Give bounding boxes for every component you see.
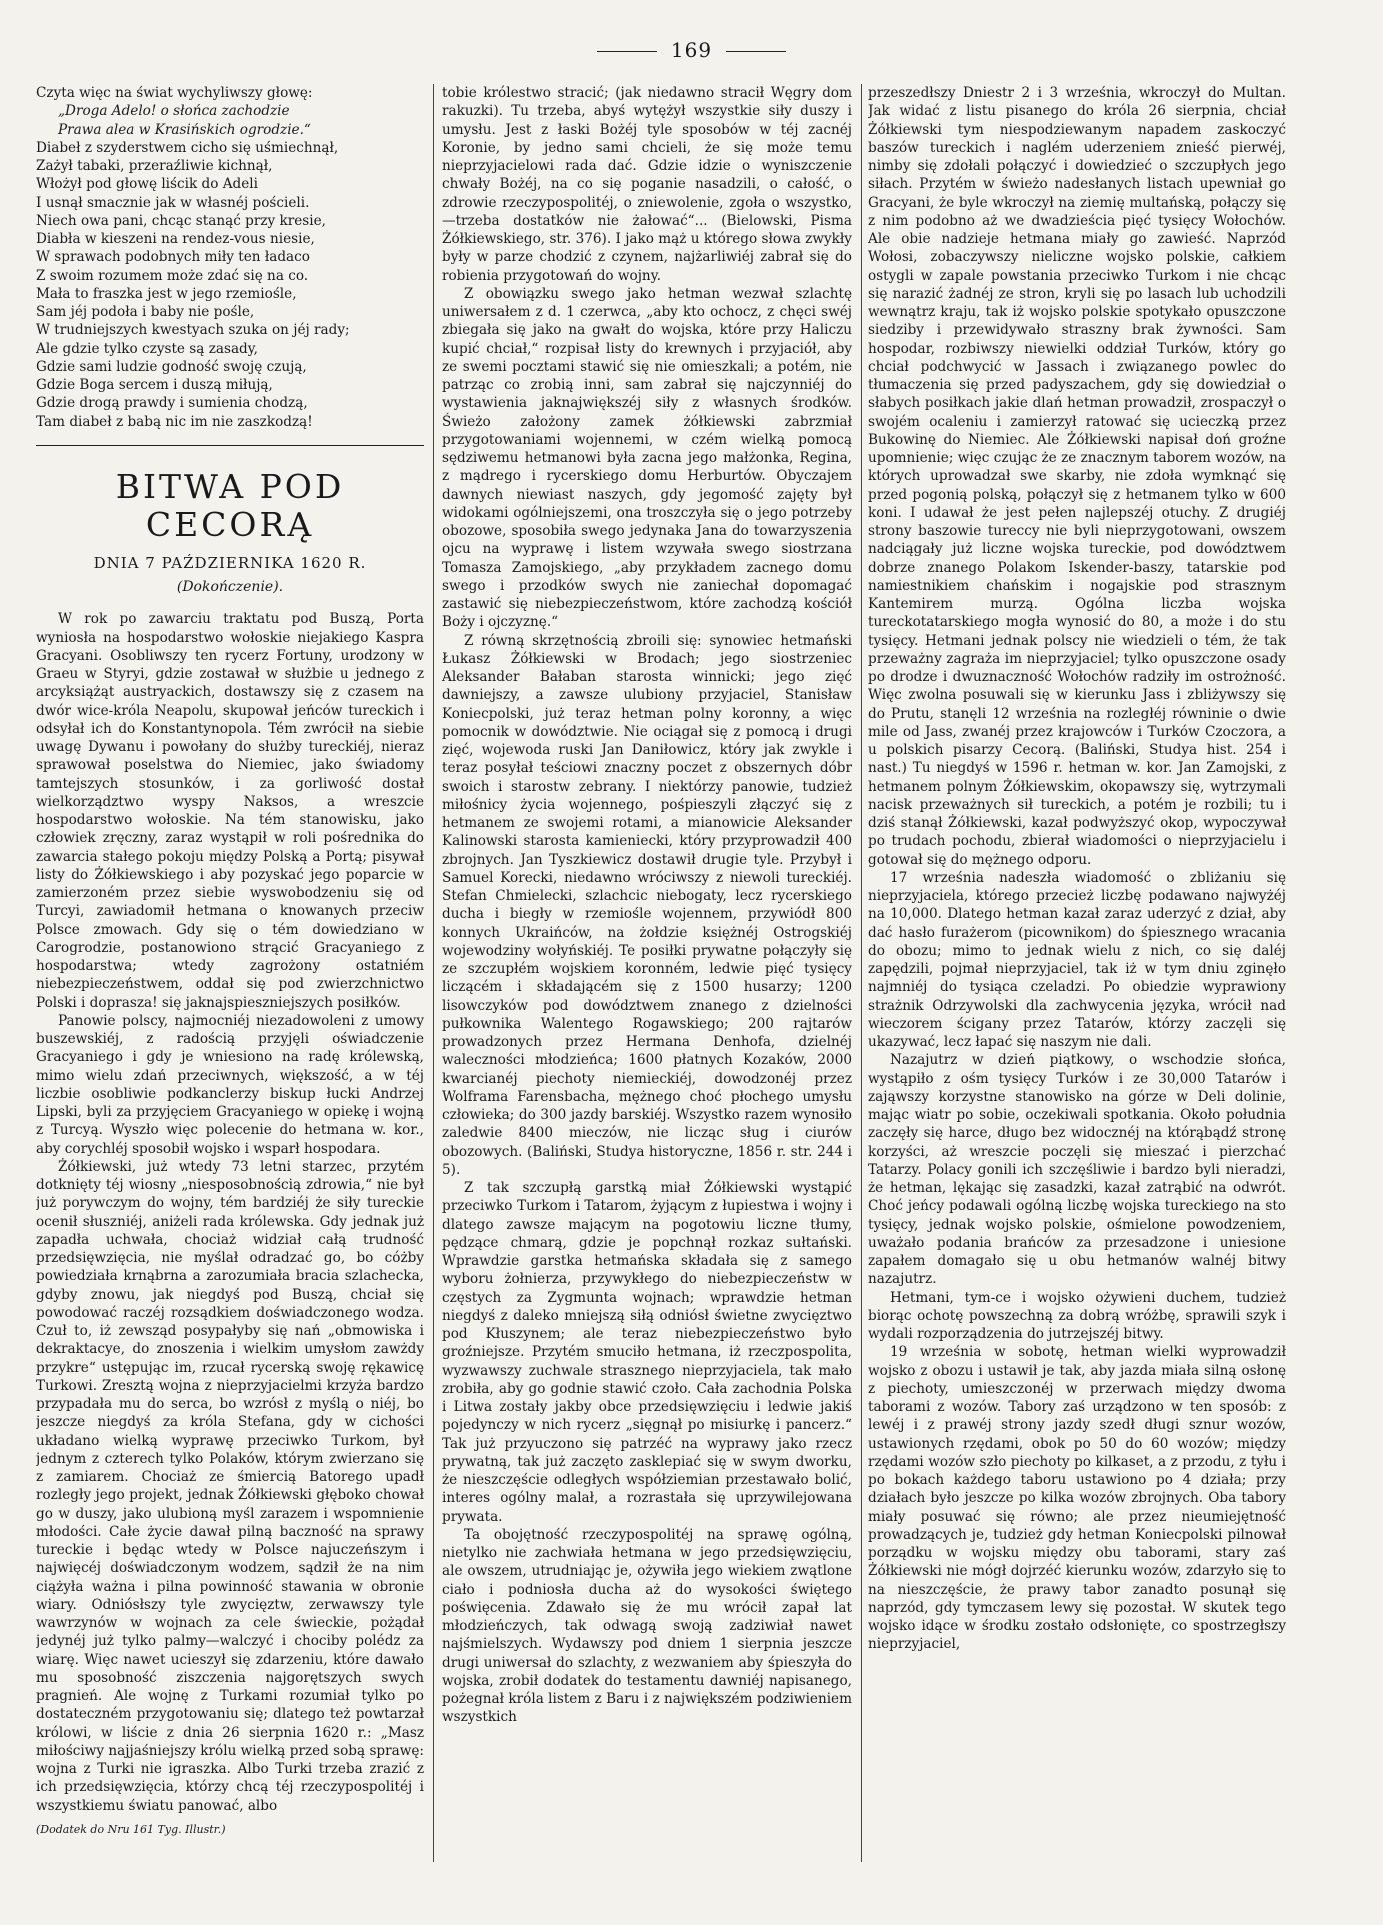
paragraph: przeszedłszy Dniestr 2 i 3 września, wkroczył do Multan. Jak widać z listu pisanego do króla 26 sierpnia, chciał Żółkiewski tym niespodziewanym napadem zaskoczyć baszów tureckich i naglém uderzeniem znieść pierwéj, nimby się zdołali połączyć i dowiedzieć o szczupłych jego siłach. Przytém w świeżo nadesłanych listach upewniał go Gracyani, że byle wkroczył na ziemię multańską, połączy się z nim podobno aż we dwadzieścia pięć tysięcy Wołochów. Ale obie nadzieje hetmana miały go zawieść. Naprzód Wołosi, zobaczywszy nieliczne wojsko polskie, całkiem ostygli w zapale powstania przeciwko Turkom i nie chcąc się narazić żadnéj ze stron, kryli się po lasach lub uchodzili wewnątrz kraju, tak iż wojsko polskie spotykało opuszczone siedziby i przewidywało straszny brak żywności. Sam hospodar, rozbiwszy niewielki oddział Turków, który go chciał podchwycić w Jassach i związanego powlec do tłumaczenia się przed padyszachem, gdy się dowiedział o słabych posiłkach jakie dlań hetman prowadził, zrospaczył o swojém ocaleniu i zamierzył ratować się ucieczką przez Bukowinę do Niemiec. Ale Żółkiewski napisał doń groźne upomnienie; więc czując że ze znacznym taborem wozów, na których uprowadzał swe skarby, nie zdoła wymknąć się przed pogonią polską, połączył się z hetmanem tylko w 600 koni. I udawał że jest pełen najlepszéj otuchy. Z drugiéj strony baszowie tureccy nie byli nieprzygotowani, owszem nadciągały już liczne wojska tureckie, pod dowództwem dobrze znanego Polakom Iskender-baszy, tatarskie pod namiestnikiem chańskim i nogajskie pod strasznym Kantemirem murzą. Ogólna liczba wojska tureckotatarskiego mogła wynosić do 80, a może i do stu tysięcy. Hetmani jednak polscy nie wiedzieli o tém, że tak przeważny zagraża im nieprzyjaciel; tylko opuszczone osady po drodze i dwuznaczność Wołochów radziły im ostrożność. Więc zwolna posuwali się w kierunku Jass i zbliżywszy się do Prutu, stanęli 12 września na rozległéj równinie o dwie mile od Jass, zwanéj przez krajowców i Turków Czoczora, a u polskich pisarzy Cecorą. (Baliński, Studya hist. 254 i nast.) Tu niegdyś w 1596 r. hetman w. kor. Jan Zamojski, z hetmanem polnym Żółkiewskim, okopawszy się, wytrzymali nacisk przeważnych sił tureckich, a potém je rozbili; tu i dziś stanął Żółkiewski, kazał podwyższyć okop, wypoczywał po trudach pochodu, zbierał wiadomości o nieprzyjacielu i gotował się do mężnego odporu. — [868, 85, 1286, 868]
paragraph: Z obowiązku swego jako hetman wezwał szlachtę uniwersałem z d. 1 czerwca, „aby kto ochocz, z chęci swéj zbiegała się jako na gwałt do wojska, które przy Haliczu kupić chciał,“ rozpisał listy do krewnych i przyjaciół, aby ze swemi pocztami stawić się nie omieszkali; a potém, nie patrząc co zrobią inni, sam zabrał się najczynniéj do wystawienia jaknajwiększéj siły z własnych środków. Świeżo założony zamek żółkiewski zabrzmiał przygotowaniami wojennemi, w czém wielką pomocą sędziwemu hetmanowi była zacna jego małżonka, Regina, z mądrego i rycerskiego domu Herburtów. Obyczajem dawnych niewiast naszych, gdy jegomość zajęty był widokami ogólniejszemi, ona troszczyła się o jego potrzeby obozowe, sposobiła swego jedynaka Jana do towarzyszenia ojcu na wyprawę i listem wzywała swego siostrzana Tomasza Zamojskiego, „aby przykładem zacnego domu swego i przodków swych nie zaniechał dopomagać zastawić się niebezpieczeństwom, które zachodzą kościół Boży i ojczyznę.“ — [442, 285, 852, 631]
poem-line: W sprawach podobnych miły ten ładaco — [36, 249, 310, 266]
header-rule-right — [726, 51, 786, 52]
article-subtitle: DNIA 7 PAŹDZIERNIKA 1620 R. — [93, 553, 367, 572]
poem-line: Z swoim rozumem może zdać się na co. — [36, 267, 309, 284]
column-3 — [868, 84, 1286, 1864]
poem-line: Diabła w kieszeni na rendez-vous niesie, — [36, 231, 315, 247]
poem-line: Włożył pod głowę liścik do Adeli — [36, 176, 258, 193]
paragraph: Ta obojętność rzeczypospolitéj na sprawę ogólną, nietylko nie zachwiała hetmana w jego przedsięwzięciu, ale owszem, utrudniając je, ożywiła jego wiekiem zwątlone ciało i podniosła ducha aż do wysokości świętego poświęcenia. Zdawało się że mu wrócił zapał lat młodzieńczych, tak odwagą swoją zadziwiał nawet najśmielszych. Wydawszy pod dniem 1 sierpnia jeszcze drugi uniwersał do szlachty, z wezwaniem aby śpieszyła do wojska, zrobił dodatek do testamentu dawniéj napisanego, pożegnał króla listem z Baru i z największém podziwieniem wszystkich — [442, 1526, 852, 1726]
poem-line: Tam diabeł z babą nic im nie zaszkodzą! — [36, 413, 313, 430]
poem-line: Niech owa pani, chcąc stanąć przy kresie, — [36, 212, 326, 229]
poem-line: Gdzie Boga sercem i duszą miłują, — [36, 377, 273, 393]
poem-line: Czyta więc na świat wychyliwszy głowę: — [36, 85, 313, 101]
poem-line: Gdzie drogą prawdy i sumienia chodzą, — [36, 395, 308, 412]
poem-line: Zażył tabaki, przeraźliwie kichnął, — [36, 158, 273, 174]
poem-line: Mała to fraszka jest w jego rzemiośle, — [36, 285, 297, 302]
column-divider — [861, 84, 862, 1862]
paragraph: Nazajutrz w dzień piątkowy, o wschodzie słońca, wystąpiło z ośm tysięcy Turków i ze 30,000 Tatarów i zająwszy korzystne stanowisko na górze w Deli dolinie, mając wiatr po sobie, oczekiwali spotkania. Około południa zaczęły się harce, długo bez widocznéj na którąbądź stronę korzyści, aż wreszcie poczęli się mieszać i pierzchać Tatarzy. Polacy gonili ich szczęśliwie i bardzo byli nieradzi, że hetman, lękając się zasadzki, kazał zatrąbić na odwrót. Choć jeńcy podawali ogólną liczbę wojska tureckiego na sto tysięcy, jednak wojsko polskie, ośmielone powodzeniem, uważało podania brańców za przesadzone i uniesione zapałem domagało się u obu hetmanów walnéj bitwy nazajutrz. — [868, 1052, 1286, 1288]
poem-line: „Droga Adelo! o słońca zachodzie — [58, 103, 290, 120]
poem-line: Sam jéj podoła i baby nie pośle, — [36, 304, 255, 320]
paragraph: W rok po zawarciu traktatu pod Buszą, Porta wyniosła na hospodarstwo wołoskie niejakiego Kaspra Gracyani. Osobliwszy ten rycerz Fortuny, urodzony w Graeu w Styryi, gdzie zostawał w służbie u jednego z arcyksiążąt austryackich, dostawszy się z czasem na dwór wice-króla Neapolu, skupował jeńców tureckich i odsyłał ich do Konstantynopola. Tém zwrócił na siebie uwagę Dywanu i powołany do służby tureckiéj, nieraz sprawował poselstwa do Niemiec, jako świadomy tamtejszych stosunków, i za gorliwość dostał wielkorządztwo wyspy Naksos, a wreszcie hospodarstwo wołoskie. Na tém stanowisku, jako człowiek zręczny, zaraz wystąpił w roli pośrednika do zawarcia stałego pokoju między Polską a Portą; pisywał listy do Żółkiewskiego i aby pozyskać jego poparcie w zamierzoném przez siebie wyswobodzeniu się od Turcyi, zawiadomił hetmana o knowanych przeciw Polsce zmowach. Gdy się o tém dowiedziano w Carogrodzie, postanowiono strącić Gracyaniego z hospodarstwa; wtedy zagrożony ostatniém niebezpieczeństwem, oddał się pod zwierzchnictwo Polski i doprasza! się jaknajspieszniejszych posiłków. — [36, 611, 424, 1011]
paragraph: Żółkiewski, już wtedy 73 letni starzec, przytém dotknięty téj wiosny „niesposobnością zdrowia,“ nie był już porywczym do wojny, tém bardziéj że siły tureckie ocenił słuszniéj, aniżeli rada królewska. Gdy jednak już zapadła uchwała, chociaż widział całą trudność przedsięwzięcia, nie myślał odradzać go, bo cóżby powiedziała krnąbrna a zarozumiała bracia szlachecka, gdyby znowu, jak niegdyś pod Buszą, chciał się powodować raczéj rozsądkiem doświadczonego wodza. Czuł to, iż zewsząd posypałyby się nań „obmowiska i dekraktacye, do znoszenia i wielkim umysłom zawżdy przykre“ ustępując im, rzucał rycerską swoję rękawicę Turkowi. Zresztą wojna z nieprzyjacielmi krzyża bardzo przypadała mu do serca, bo wzrósł z myślą o niéj, bo jeszcze niegdyś za króla Stefana, gdy w cichości układano wielką wyprawę przeciwko Turkom, był jednym z czterech tylko Polaków, którym zwierzano się z zamiarem. Chociaż ze śmiercią Batorego upadł rozległy jego projekt, jednak Żółkiewski głęboko chował go w duszy, jako ulubioną myśl zarazem i wspomnienie młodości. Całe życie dawał pilną baczność na sprawy tureckie i będąc wtedy w Polsce najuczeńszym i najwięcéj doświadczonym wodzem, sądził że na nim ciążyła ważna i pilna powinność stawania w obronie wiary. Odniósłszy tyle zwycięztw, zerwawszy tyle wawrzynów w wojnach za cele świeckie, pożądał jedynéj już tylko palmy—walczyć i chociby polédz za wiarę. Więc nawet ucieszył się zdarzeniu, które dawało mu sposobność ziszczenia najgorętszych swych pragnień. Ale wojnę z Turkami rozumiał tylko po dostateczném przygotowaniu się; dlatego też powtarzał królowi, w liście z dnia 26 sierpnia 1620 r.: „Masz miłościwy najjaśniejszy królu wielką przed sobą sprawę: wojna z Turki nie igraszka. Albo Turki trzeba zrazić z ich przedsięwzięcia, którzy chcą téj rzeczypospolitéj i wszystkiemu światu panować, albo — [36, 1158, 424, 1814]
article-title: BITWA POD CECORĄ — [115, 466, 345, 544]
column-divider — [433, 84, 434, 1862]
footnote: (Dodatek do Nru 161 Tyg. Illustr.) — [36, 1822, 226, 1836]
continuation-note: (Dokończenie). — [176, 579, 284, 595]
poem-line: Diabeł z szyderstwem cicho się uśmiechnął, — [36, 139, 339, 156]
column-2 — [442, 84, 852, 1864]
paragraph: 19 września w sobotę, hetman wielki wyprowadził wojsko z obozu i ustawił je tak, aby jazda miała silną osłonę z piechoty, umieszczonéj w przerwach między dwoma taborami z wozów. Tabory zaś urządzono w ten sposób: z lewéj i z prawéj strony jazdy szedł długi sznur wozów, ustawionych rzędami, obok po 50 do 60 wozów; między rzędami wozów szło piechoty po kilkaset, a z przodu, z tyłu i po bokach każdego taboru ustawiono po 4 działa; przy działach było jeszcze po kilka wozów zbrojnych. Oba tabory miały posuwać się równo; ale przez nieumiejętność prowadzących je, tudzież gdy hetman Koniecpolski pilnował porządku w wojsku między obu taborami, stary zaś Żółkiewski nie mógł dojrzéć kierunku wozów, zdarzyło się to na nieszczęście, że prawy tabor zanadto posunął się naprzód, gdy tymczasem lewy się pozostał. W skutek tego wojsko idące w środku zostało odsłonięte, co spostrzegłszy nieprzyjaciel, — [868, 1344, 1286, 1653]
paragraph: 17 września nadeszła wiadomość o zbliżaniu się nieprzyjaciela, którego przecież liczbę podawano najwyżéj na 10,000. Dlatego hetman kazał zaraz uderzyć z dział, aby dać hasło furażerom (picownikom) do śpiesznego wracania do obozu; mimo to jednak wielu z nich, co się daléj zapędzili, pojmał nieprzyjaciel, tak iż w tym dniu zginęło najmniéj do tysiąca czeladzi. Po obiedzie wyprawiony strażnik Odrzywolski dla zachwycenia języka, wrócił nad wieczorem ścigany przez Tatarów, którzy zaczęli się ukazywać, lecz łapać się naszym nie dali. — [868, 869, 1286, 1050]
section-divider — [36, 445, 424, 446]
header-rule-left — [597, 51, 657, 52]
paragraph: Z tak szczupłą garstką miał Żółkiewski wystąpić przeciwko Turkom i Tatarom, żyjącym z łupiestwa i wojny i dlatego zawsze mającym na pogotowiu liczne tłumy, pędzące chmarą, gdzie je popchnął rozkaz sułtański. Wprawdzie garstka hetmańska składała się z samego wyboru żołnierza, przywykłego do niebezpieczeństw w częstych za Zygmunta wojnach; wprawdzie hetman niegdyś z daleko mniejszą siłą odniósł świetne zwycięztwo pod Kłuszynem; ale teraz niebezpieczeństwo było groźniejsze. Przytém smuciło hetmana, iż rzeczpospolita, wyzwawszy zuchwale strasznego nieprzyjaciela, tak mało zrobiła, aby go godnie stawić czoło. Cała zachodnia Polska i Litwa zostały jakby obce przedsięwzięciu i ledwie jakiś pojedynczy w nich rycerz „sięgnął po misiurkę i pancerz.“ Tak już przyuczono się patrzéć na wyprawy jako rzecz prywatną, tak już zaczęto zasklepiać się w swym dworku, że nieszczęście odległych współziemian przestawało bolić, interes ogólny malał, a rozrastała się uprzywilejowana prywata. — [442, 1180, 852, 1525]
poem-line: W trudniejszych kwestyach szuka on jéj rady; — [36, 322, 350, 339]
page-number: 169 — [670, 38, 713, 62]
paragraph: Hetmani, tym-ce i wojsko ożywieni duchem, tudzież biorąc ochotę powszechną za dobrą wróżbę, sprawili szyk i wydali rozporządzenia do jutrzejszéj bitwy. — [868, 1289, 1286, 1342]
poem-line: Prawa alea w Krasińskich ogrodzie.“ — [58, 121, 311, 138]
poem-line: I usnął smacznie jak w własnéj pościeli. — [36, 194, 310, 211]
poem-line: Gdzie sami ludzie godność swoję czują, — [36, 358, 307, 375]
paragraph: tobie królestwo stracić; (jak niedawno stracił Węgry dom rakuzki). Tu trzeba, abyś wytężył wszystkie siły duszy i umysłu. Jest z łaski Bożéj tyle sposobów w téj zacnéj Koronie, by jedno sami chcieli, że się może temu nieprzyjacielowi rada dać. Gdzie idzie o wyniszczenie chwały Bożéj, na co się poganie nasadzili, o całość, o zdrowie rzeczypospolitéj, o zniewolenie, zgoła o wszystko,—trzeba dostatków nie żałować“... (Bielowski, Pisma Żółkiewskiego, str. 376). I jako mąż u którego słowa zwykły były w parze chodzić z czynem, najżarliwiéj zabrał się do robienia przygotowań do wojny. — [442, 85, 852, 284]
column-1 — [36, 84, 424, 1874]
paragraph: Z równą skrzętnością zbroili się: synowiec hetmański Łukasz Żółkiewski w Brodach; jego siostrzeniec Aleksander Bałaban starosta winnicki; jego zięć dawniejszy, a zawsze ulubiony przyjaciel, Stanisław Koniecpolski, już teraz hetman polny koronny, a więc pomocnik w dowództwie. Nie ociągał się z pomocą i drugi zięć, wojewoda ruski Jan Daniłowicz, który jak zwykle i teraz posyłał teściowi znaczny poczet z obszernych dóbr swoich i starostw zebrany. I niektórzy panowie, tudzież miłośnicy życia wojennego, pośpieszyli złączyć się z hetmanem ze swojemi rotami, a mianowicie Aleksander Kalinowski starosta kamieniecki, który przyprowadził 400 zbrojnych. Jan Tyszkiewicz dostawił drugie tyle. Przybył i Samuel Korecki, niedawno wróciwszy z niewoli tureckiéj. Stefan Chmielecki, szlachcic niebogaty, lecz rycerskiego ducha i biegły w rzemiośle wojennem, przywiódł 800 konnych Ukraińców, na żołdzie księżnéj Ostrogskiéj wojewodziny wołyńskiéj. Te posiłki prywatne połączyły się ze szczupłém wojskiem koronném, ledwie pięć tysięcy liczącém i składającém się z 1500 husarzy; 1200 lisowczyków pod dowództwem znanego z dzielności pułkownika Walentego Rogawskiego; 200 rajtarów prowadzonych przez Hermana Denhofa, dzielnéj waleczności młodzieńca; 1600 płatnych Kozaków, 2000 kwarcianéj piechoty niemieckiéj, dowodzonéj przez Wolframa Farensbacha, mężnego choć płochego umysłu człowieka; do 300 jazdy barskiéj. Wszystko razem wynosiło zaledwie 8400 mieczów, nie licząc sług i ciurów obozowych. (Baliński, Studya historyczne, 1856 r. str. 244 i 5). — [442, 632, 852, 1178]
poem — [36, 84, 424, 431]
poem-line: Ale gdzie tylko czyste są zasady, — [36, 340, 258, 357]
page-header — [0, 38, 1383, 62]
paragraph: Panowie polscy, najmocniéj niezadowoleni z umowy buszewskiéj, z radością przyjęli oświadczenie Gracyaniego i gdy je wniesiono na radę królewską, mimo wielu zdań przeciwnych, większość, a w téj liczbie osobliwie podkanclerzy biskup łucki Andrzej Lipski, byli za przyjęciem Gracyaniego w opiekę i wojną z Turcyą. Wyszło więc polecenie do hetmana w. kor., aby corychléj sposobił wojsko i wsparł hospodara. — [36, 1012, 424, 1157]
